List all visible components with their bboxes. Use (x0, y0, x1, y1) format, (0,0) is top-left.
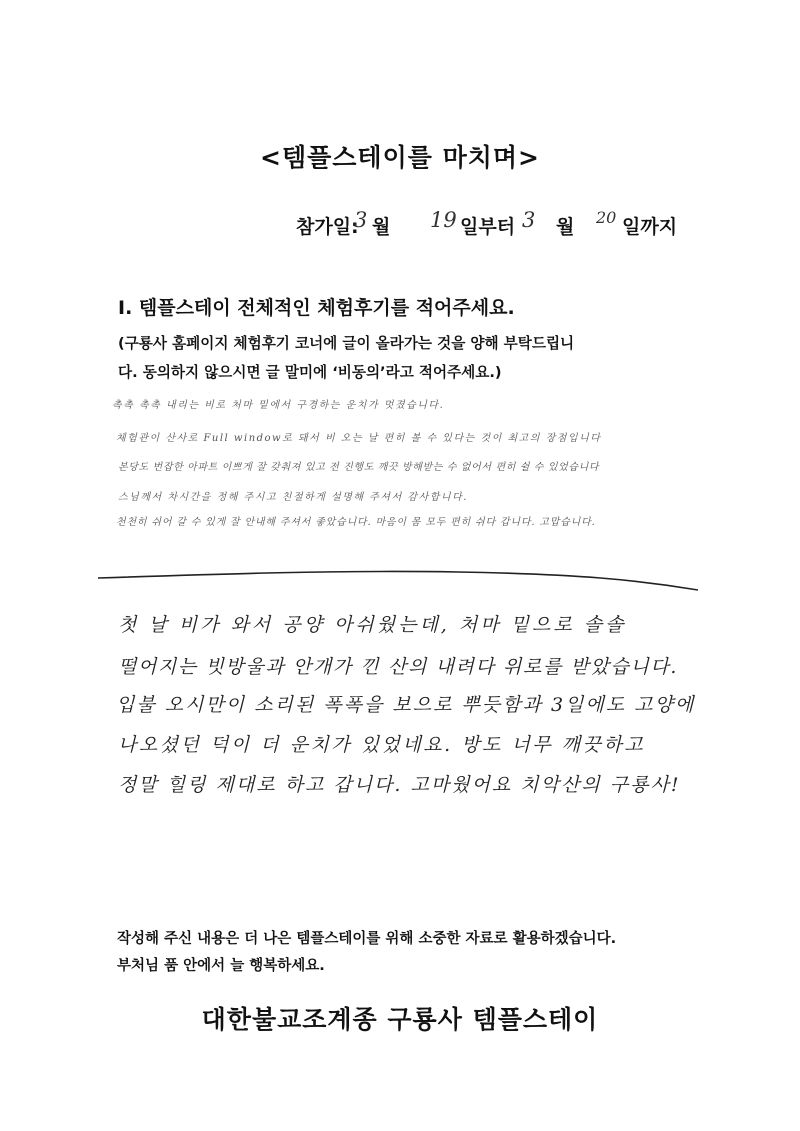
review-small-line-3: 본당도 번잡한 아파트 이쁘게 잘 갖춰져 있고 전 진행도 깨끗 방해받는 수 없어서 편히 쉴 수 있었습니다 (118, 462, 600, 473)
question-title: I. 템플스테이 전체적인 체험후기를 적어주세요. (118, 297, 515, 319)
review-big-line-4: 나오셨던 덕이 더 운치가 있었네요. 방도 너무 깨끗하고 (118, 734, 646, 756)
month-unit-1: 월 (372, 216, 391, 238)
month-unit-2: 월 (556, 216, 575, 238)
until-label: 일까지 (622, 216, 678, 238)
participation-period (296, 204, 686, 244)
start-month-handwritten: 3 (354, 208, 368, 232)
period-label: 참가일: (296, 216, 359, 238)
organization-name: 대한불교조계종 구룡사 템플스테이 (201, 1005, 599, 1034)
question-note-line-2: 다. 동의하지 않으시면 글 말미에 ‘비동의’라고 적어주세요.) (118, 364, 502, 381)
end-month-handwritten: 3 (522, 208, 536, 232)
review-big-line-2: 떨어지는 빗방울과 안개가 낀 산의 내려다 위로를 받았습니다. (118, 656, 678, 678)
footer-notice: 작성해 주신 내용은 더 나은 템플스테이를 위해 소중한 자료로 활용하겠습니다. (117, 931, 617, 947)
review-small-line-2: 체험관이 산사로 Full window로 돼서 비 오는 날 편히 볼 수 있다는 것이 최고의 장점입니다 (116, 433, 602, 444)
handdrawn-divider (98, 560, 698, 600)
review-big-line-3: 입불 오시만이 소리된 폭폭을 보으로 뿌듯함과 3일에도 고양에 (116, 694, 696, 716)
review-big-line-1: 첫 날 비가 와서 공양 아쉬웠는데, 처마 밑으로 솔솔 (118, 614, 627, 636)
review-small-line-4: 스님께서 차시간을 정해 주시고 친절하게 설명해 주셔서 감사합니다. (118, 492, 468, 503)
review-big-line-5: 정말 힐링 제대로 하고 갑니다. 고마웠어요 치악산의 구룡사! (118, 774, 681, 796)
question-note-line-1: (구룡사 홈페이지 체험후기 코너에 글이 올라가는 것을 양해 부탁드립니 (118, 335, 575, 352)
start-day-handwritten: 19 (430, 208, 457, 232)
page-title: <템플스테이를 마치며> (260, 143, 540, 172)
review-small-line-1: 촉촉 촉촉 내리는 비로 처마 밑에서 구경하는 운치가 멋졌습니다. (112, 400, 445, 411)
review-small-line-5: 천천히 쉬어 갈 수 있게 잘 안내해 주셔서 좋았습니다. 마음이 몸 모두 편히 쉬다 갑니다. 고맙습니다. (116, 517, 596, 528)
from-label: 일부터 (460, 216, 516, 238)
footer-blessing: 부처님 품 안에서 늘 행복하세요. (117, 958, 325, 974)
end-day-handwritten: 20 (596, 208, 617, 227)
question-note (118, 329, 698, 387)
